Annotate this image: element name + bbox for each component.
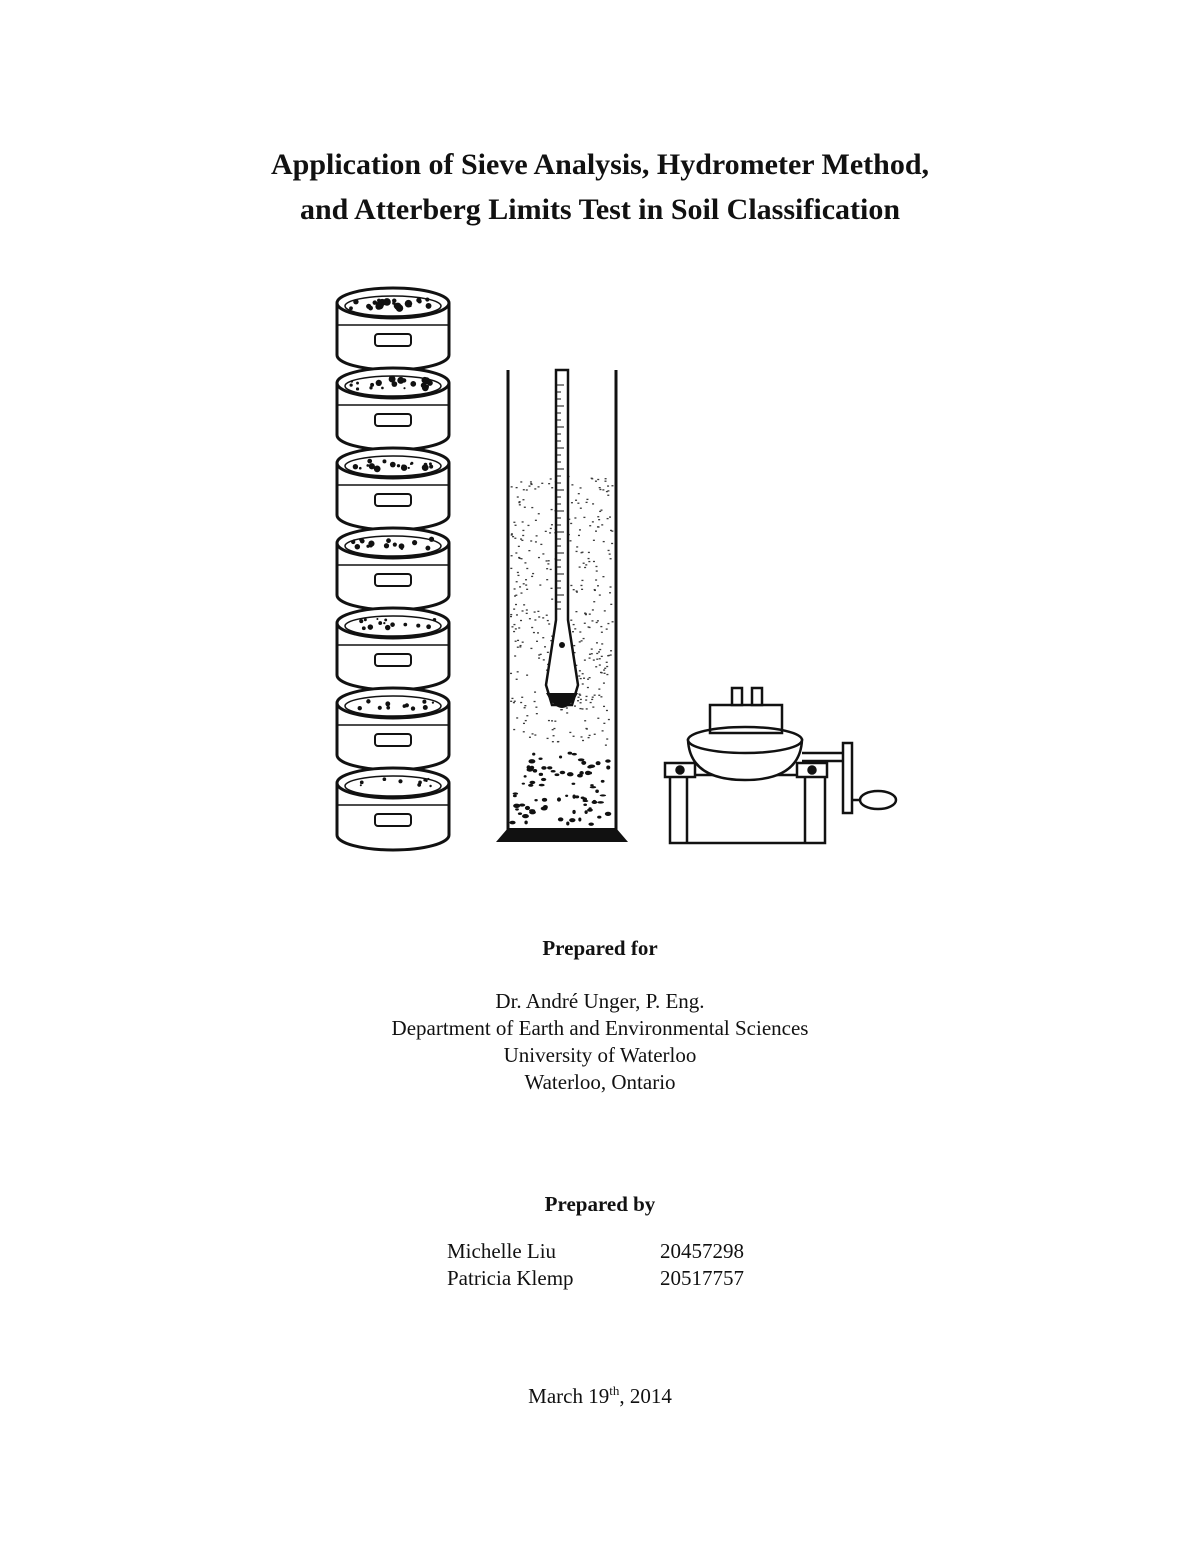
recipient-name: Dr. André Unger, P. Eng. — [495, 989, 705, 1013]
cover-illustration-svg — [320, 275, 920, 865]
author-student-id: 20517757 — [660, 1266, 744, 1290]
report-title-line-2: and Atterberg Limits Test in Soil Classification — [299, 193, 901, 226]
author-name: Michelle Liu — [447, 1239, 557, 1263]
recipient-department: Department of Earth and Environmental Sciences — [391, 1016, 809, 1040]
author-list — [447, 1238, 744, 1292]
recipient-city: Waterloo, Ontario — [524, 1070, 676, 1094]
sieve-stack-icon — [337, 288, 449, 850]
prepared-for-heading: Prepared for — [542, 936, 658, 960]
prepared-by-heading: Prepared by — [544, 1192, 656, 1216]
report-title — [0, 142, 1200, 232]
date-prefix: March 19 — [528, 1384, 610, 1408]
author-row — [447, 1265, 744, 1292]
author-student-id: 20457298 — [660, 1239, 744, 1263]
hydrometer-cylinder-icon — [496, 370, 628, 842]
date-superscript: th — [609, 1383, 620, 1398]
author-row — [447, 1238, 744, 1265]
cover-illustration — [320, 275, 920, 865]
liquid-limit-device-icon — [665, 688, 896, 843]
recipient-university: University of Waterloo — [503, 1043, 697, 1067]
date-suffix: , 2014 — [619, 1384, 672, 1408]
report-title-line-1: Application of Sieve Analysis, Hydrometer Method, — [270, 148, 930, 181]
report-date — [0, 1383, 1200, 1409]
author-name: Patricia Klemp — [447, 1266, 574, 1290]
recipient-address — [0, 988, 1200, 1096]
